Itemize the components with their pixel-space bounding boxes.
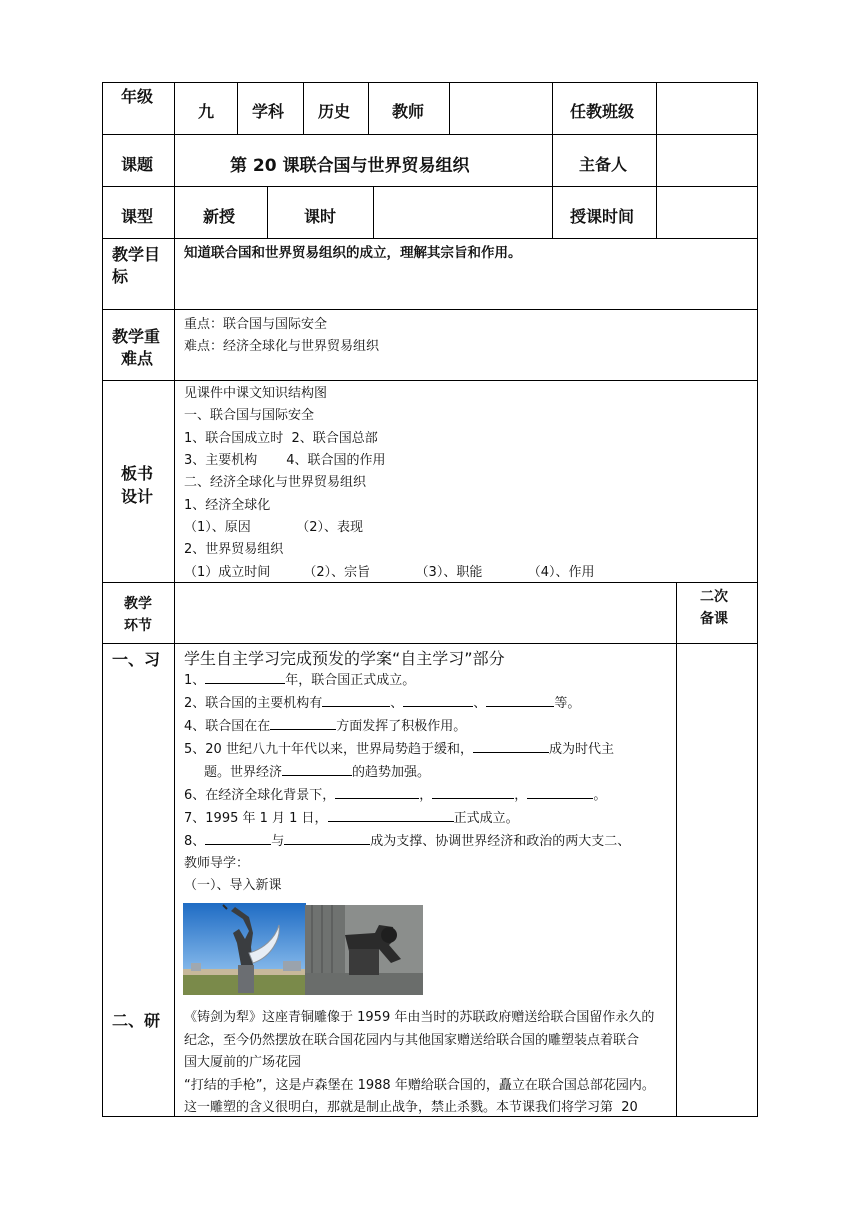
- class-hours-label: 课时: [304, 207, 337, 226]
- answer-blank[interactable]: [328, 807, 454, 822]
- table-row-line: [102, 309, 758, 310]
- board-label-line2: 设计: [121, 487, 154, 506]
- answer-blank[interactable]: [270, 715, 336, 730]
- section1-heading: 学生自主学习完成预发的学案“自主学习”部分: [184, 649, 505, 668]
- knotted-gun-sculpture-photo: [305, 905, 423, 995]
- board-line: 一、联合国与国际安全: [184, 408, 315, 423]
- statue-photo-drawing: [183, 903, 306, 995]
- question-5-line2: 题。世界经济 的趋势加强。: [204, 761, 430, 780]
- gun-paragraph-line: “打结的手枪”，这是卢森堡在 1988 年赠给联合国的，矗立在联合国总部花园内。: [184, 1078, 655, 1093]
- table-border-top: [102, 82, 758, 83]
- board-line: 1、联合国成立时 2、联合国总部: [184, 431, 378, 446]
- answer-blank[interactable]: [527, 784, 593, 799]
- table-col-line: [449, 82, 450, 134]
- table-row-line: [102, 380, 758, 381]
- subject-label: 学科: [252, 102, 285, 121]
- subject-value: 历史: [318, 102, 351, 121]
- teacher-guide-heading: 教师导学：: [184, 856, 250, 871]
- table-col-line: [368, 82, 369, 134]
- table-row-line: [102, 582, 758, 583]
- table-border-right: [757, 82, 758, 1117]
- table-row-line: [102, 238, 758, 239]
- table-border-left: [102, 82, 103, 1117]
- focus-text: 重点：联合国与国际安全: [184, 317, 328, 332]
- table-col-line: [552, 186, 553, 238]
- goals-text: 知道联合国和世界贸易组织的成立，理解其宗旨和作用。: [184, 245, 522, 261]
- topic-label: 课题: [121, 155, 154, 174]
- table-col-line: [237, 82, 238, 134]
- grade-value: 九: [198, 102, 215, 121]
- board-line: 见课件中课文知识结构图: [184, 386, 328, 401]
- goals-label-line2: 标: [112, 267, 129, 286]
- answer-blank[interactable]: [322, 692, 390, 707]
- answer-blank[interactable]: [205, 669, 285, 684]
- gun-paragraph-line: 这一雕塑的含义很明白，那就是制止战争，禁止杀戮。本节课我们将学习第 20: [184, 1100, 638, 1115]
- intro-heading: （一）、导入新课: [184, 878, 282, 893]
- table-col-line: [303, 82, 304, 134]
- table-row-line: [102, 134, 758, 135]
- goals-label-line1: 教学目: [112, 245, 161, 264]
- lesson-type-value: 新授: [203, 207, 236, 226]
- key-points-label-line2: 难点: [121, 349, 154, 368]
- section2-side-label: 二、研: [112, 1011, 161, 1030]
- grade-label: 年级: [121, 87, 154, 106]
- question-1: 1、 年，联合国正式成立。: [184, 669, 415, 688]
- table-col-line: [552, 82, 553, 186]
- question-4: 4、联合国在在 方面发挥了积极作用。: [184, 715, 466, 734]
- topic-title: 第 20 课联合国与世界贸易组织: [230, 156, 470, 176]
- answer-blank[interactable]: [486, 692, 554, 707]
- process-label-line2: 环节: [124, 618, 152, 634]
- board-line: （1）、原因 （2）、表现: [184, 520, 363, 535]
- key-points-label-line1: 教学重: [112, 327, 161, 346]
- table-border-bottom: [102, 1116, 758, 1117]
- process-label-line1: 教学: [124, 596, 152, 612]
- board-line: 1、经济全球化: [184, 498, 271, 513]
- table-row-line: [102, 186, 758, 187]
- board-label-line1: 板书: [121, 464, 154, 483]
- gun-photo-drawing: [305, 905, 423, 995]
- table-row-line: [102, 643, 758, 644]
- table-col-line: [174, 82, 175, 1117]
- table-col-line: [656, 82, 657, 238]
- swords-into-plowshares-statue-photo: [183, 903, 306, 995]
- answer-blank[interactable]: [403, 692, 473, 707]
- second-prep-label-line1: 二次: [700, 589, 728, 605]
- board-line: （1）成立时间 （2）、宗旨 （3）、职能 （4）、作用: [184, 565, 595, 580]
- question-8: 8、 与 成为支撑、协调世界经济和政治的两大支二、: [184, 830, 630, 849]
- question-6: 6、在经济全球化背景下， ， ， 。: [184, 784, 606, 803]
- answer-blank[interactable]: [205, 830, 271, 845]
- board-line: 2、世界贸易组织: [184, 542, 284, 557]
- answer-blank[interactable]: [284, 830, 370, 845]
- second-prep-label-line2: 备课: [700, 611, 728, 627]
- question-2: 2、联合国的主要机构有 、 、 等。: [184, 692, 580, 711]
- question-7: 7、1995 年 1 月 1 日， 正式成立。: [184, 807, 519, 826]
- board-line: 二、经济全球化与世界贸易组织: [184, 475, 367, 490]
- difficulty-text: 难点：经济全球化与世界贸易组织: [184, 339, 380, 354]
- sculpture-paragraph-line: 《铸剑为犁》这座青铜雕像于 1959 年由当时的苏联政府赠送给联合国留作永久的: [184, 1010, 655, 1025]
- section1-side-label: 一、习: [112, 650, 161, 669]
- teaching-time-label: 授课时间: [570, 207, 635, 226]
- table-col-line: [373, 186, 374, 238]
- sculpture-paragraph-line: 国大厦前的广场花园: [184, 1055, 302, 1070]
- answer-blank[interactable]: [473, 738, 549, 753]
- board-line: 3、主要机构 4、联合国的作用: [184, 453, 386, 468]
- lesson-type-label: 课型: [121, 207, 154, 226]
- sculpture-paragraph-line: 纪念，至今仍然摆放在联合国花园内与其他国家赠送给联合国的雕塑装点着联合: [184, 1033, 640, 1048]
- teacher-label: 教师: [392, 102, 425, 121]
- answer-blank[interactable]: [282, 761, 352, 776]
- table-col-line: [267, 186, 268, 238]
- question-5: 5、20 世纪八九十年代以来，世界局势趋于缓和， 成为时代主: [184, 738, 614, 757]
- planner-label: 主备人: [579, 155, 628, 174]
- table-col-line: [676, 582, 677, 1117]
- class-label: 任教班级: [570, 102, 635, 121]
- answer-blank[interactable]: [335, 784, 419, 799]
- answer-blank[interactable]: [432, 784, 514, 799]
